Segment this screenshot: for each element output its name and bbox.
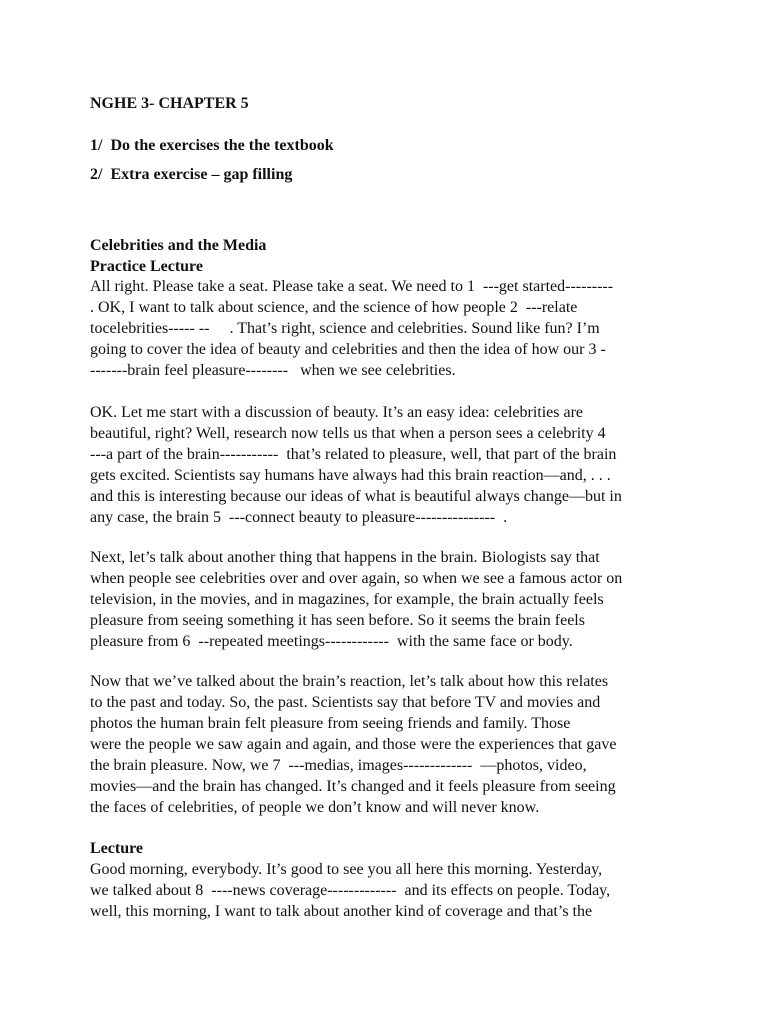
paragraph-line: we talked about 8 ----news coverage------------- and its effects on people. Today, — [90, 882, 611, 899]
paragraph-line: OK. Let me start with a discussion of beauty. It’s an easy idea: celebrities are — [90, 404, 584, 421]
paragraph-line: pleasure from 6 --repeated meetings------------ with the same face or body. — [90, 633, 573, 650]
paragraph-2 — [90, 402, 690, 528]
paragraph-line: the brain pleasure. Now, we 7 ---medias, images------------- —photos, video, — [90, 757, 587, 774]
paragraph-line: pleasure from seeing something it has seen before. So it seems the brain feels — [90, 612, 585, 629]
paragraph-line: any case, the brain 5 ---connect beauty to pleasure--------------- . — [90, 509, 508, 526]
lecture-heading: Lecture — [90, 840, 144, 857]
paragraph-line: going to cover the idea of beauty and celebrities and then the idea of how our 3 - — [90, 341, 606, 358]
paragraph-line: the faces of celebrities, of people we don’t know and will never know. — [90, 799, 540, 816]
subsection-title: Practice Lecture — [90, 258, 203, 275]
paragraph-line: photos the human brain felt pleasure from seeing friends and family. Those — [90, 715, 571, 732]
paragraph-line: beautiful, right? Well, research now tells us that when a person sees a celebrity 4 — [90, 425, 606, 442]
paragraph-line: Now that we’ve talked about the brain’s reaction, let’s talk about how this relates — [90, 673, 609, 690]
paragraph-line: television, in the movies, and in magazines, for example, the brain actually feels — [90, 591, 604, 608]
paragraph-line: were the people we saw again and again, and those were the experiences that gave — [90, 736, 617, 753]
paragraph-1 — [90, 276, 690, 381]
paragraph-line: -------brain feel pleasure-------- when we see celebrities. — [90, 362, 456, 379]
paragraph-line: movies—and the brain has changed. It’s changed and it feels pleasure from seeing — [90, 778, 616, 795]
lecture-section — [90, 838, 690, 922]
section-title: Celebrities and the Media — [90, 237, 267, 254]
paragraph-line: Good morning, everybody. It’s good to see you all here this morning. Yesterday, — [90, 861, 603, 878]
document-title: NGHE 3- CHAPTER 5 — [90, 95, 249, 112]
paragraph-line: . OK, I want to talk about science, and the science of how people 2 ---relate — [90, 299, 578, 316]
paragraph-line: All right. Please take a seat. Please take a seat. We need to 1 ---get started--------- — [90, 278, 614, 295]
paragraph-line: well, this morning, I want to talk about another kind of coverage and that’s the — [90, 903, 593, 920]
paragraph-line: ---a part of the brain----------- that’s related to pleasure, well, that part of the brain — [90, 446, 617, 463]
paragraph-line: tocelebrities----- -- . That’s right, science and celebrities. Sound like fun? I’m — [90, 320, 600, 337]
paragraph-line: gets excited. Scientists say humans have always had this brain reaction—and, . . . — [90, 467, 611, 484]
section-heading-block — [90, 235, 690, 277]
paragraph-4 — [90, 671, 690, 818]
task-item-2: 2/ Extra exercise – gap filling — [90, 166, 293, 183]
paragraph-line: to the past and today. So, the past. Scientists say that before TV and movies and — [90, 694, 601, 711]
paragraph-line: and this is interesting because our ideas of what is beautiful always change—but in — [90, 488, 622, 505]
paragraph-3 — [90, 547, 690, 652]
paragraph-line: when people see celebrities over and over again, so when we see a famous actor on — [90, 570, 623, 587]
paragraph-line: Next, let’s talk about another thing that happens in the brain. Biologists say that — [90, 549, 600, 566]
task-item-1: 1/ Do the exercises the the textbook — [90, 137, 334, 154]
